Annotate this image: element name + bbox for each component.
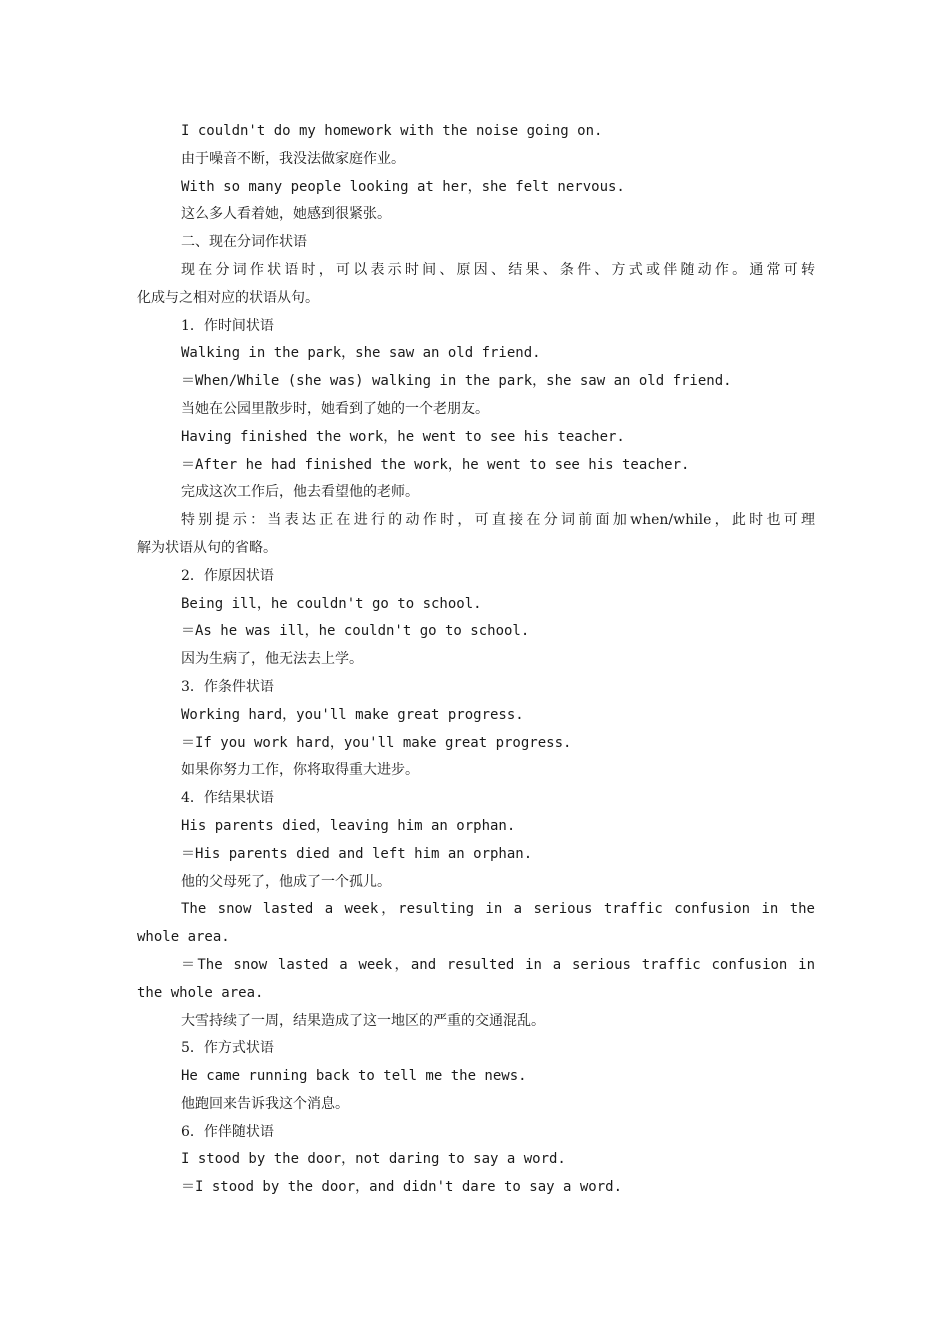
text-line: whole area.: [137, 929, 230, 946]
text-line: ＝As he was ill，he couldn't go to school.: [181, 623, 530, 640]
text-line: 大雪持续了一周，结果造成了这一地区的严重的交通混乱。: [181, 1012, 545, 1029]
text-line: ＝If you work hard，you'll make great progress.: [181, 734, 572, 751]
text-line: 1．作时间状语: [181, 317, 274, 334]
text-line: 解为状语从句的省略。: [137, 539, 277, 556]
text-line: 因为生病了，他无法去上学。: [181, 651, 363, 668]
text-line: ＝When/While (she was) walking in the park，she saw an old friend.: [181, 373, 732, 390]
text-line: ＝After he had finished the work，he went to see his teacher.: [181, 456, 690, 473]
text-line: ＝I stood by the door，and didn't dare to say a word.: [181, 1179, 623, 1196]
text-line: 由于噪音不断，我没法做家庭作业。: [181, 150, 405, 167]
text-line: 现在分词作状语时，可以表示时间、原因、结果、条件、方式或伴随动作。通常可转: [181, 261, 815, 278]
text-line: 如果你努力工作，你将取得重大进步。: [181, 762, 419, 779]
text-line: 二、现在分词作状语: [181, 234, 307, 251]
text-line: With so many people looking at her，she felt nervous.: [181, 178, 625, 195]
text-line: 特别提示：当表达正在进行的动作时，可直接在分词前面加when/while，此时也可理: [181, 512, 815, 529]
text-line: 他的父母死了，他成了一个孤儿。: [181, 873, 391, 890]
text-line: 化成与之相对应的状语从句。: [137, 289, 319, 306]
text-line: 2．作原因状语: [181, 567, 274, 584]
text-line: 这么多人看着她，她感到很紧张。: [181, 206, 391, 223]
text-line: His parents died，leaving him an orphan.: [181, 817, 516, 834]
text-line: 5．作方式状语: [181, 1040, 274, 1057]
text-line: 当她在公园里散步时，她看到了她的一个老朋友。: [181, 400, 489, 417]
text-line: Working hard，you'll make great progress.: [181, 706, 524, 723]
text-line: I stood by the door，not daring to say a word.: [181, 1151, 566, 1168]
text-line: 6．作伴随状语: [181, 1123, 274, 1140]
text-line: 3．作条件状语: [181, 678, 274, 695]
text-line: Walking in the park，she saw an old friend.: [181, 345, 541, 362]
text-body: [137, 118, 815, 1202]
text-line: ＝His parents died and left him an orphan.: [181, 845, 533, 862]
text-line: The snow lasted a week，resulting in a serious traffic confusion in the: [181, 901, 815, 918]
text-line: 他跑回来告诉我这个消息。: [181, 1095, 349, 1112]
text-line: 4．作结果状语: [181, 790, 274, 807]
text-line: the whole area.: [137, 984, 264, 1001]
text-line: Being ill，he couldn't go to school.: [181, 595, 482, 612]
document-page: [137, 118, 815, 1202]
text-line: I couldn't do my homework with the noise going on.: [181, 123, 603, 139]
text-line: He came running back to tell me the news.: [181, 1068, 527, 1085]
text-line: 完成这次工作后，他去看望他的老师。: [181, 484, 419, 501]
text-line: ＝The snow lasted a week，and resulted in a serious traffic confusion in: [181, 956, 815, 973]
text-line: Having finished the work，he went to see his teacher.: [181, 428, 625, 445]
